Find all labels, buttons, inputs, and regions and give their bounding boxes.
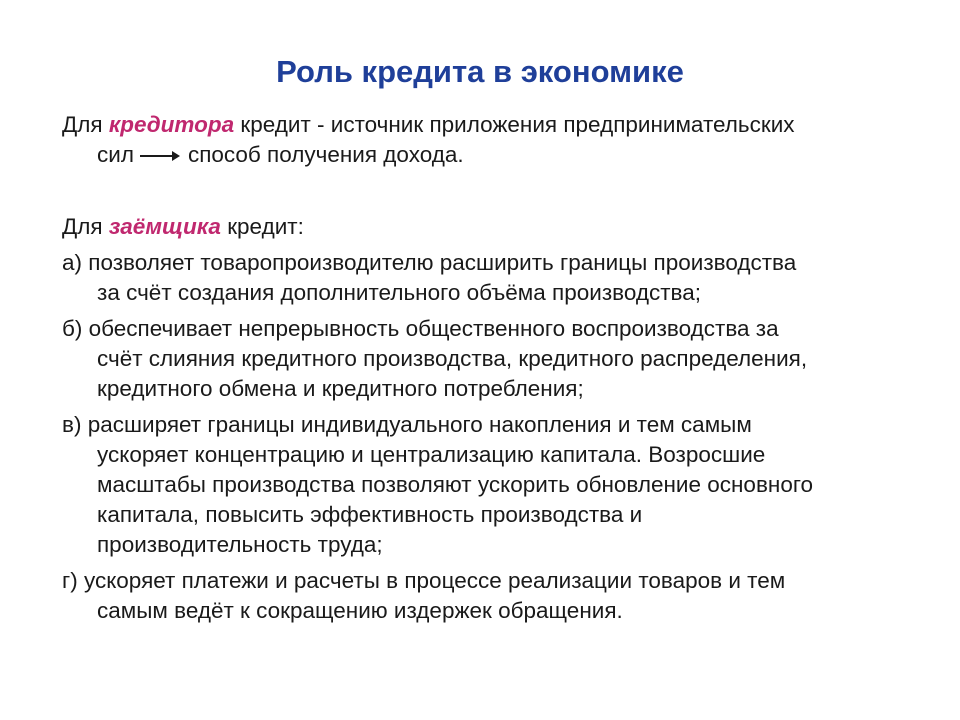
borrower-prefix: Для <box>62 214 109 239</box>
list-item-line: капитала, повысить эффективность производства и <box>97 502 643 527</box>
list-item-a <box>62 248 922 308</box>
list-item-line: за счёт создания дополнительного объёма производства; <box>97 280 702 305</box>
list-item-b <box>62 314 922 404</box>
list-item-line: производительность труда; <box>97 532 383 557</box>
creditor-line-2 <box>62 140 922 170</box>
borrower-highlight: заёмщика <box>108 214 221 239</box>
list-item-line: ускоряет концентрацию и централизацию капитала. Возросшие <box>97 442 766 467</box>
list-item-line: г) ускоряет платежи и расчеты в процессе реализации товаров и тем <box>62 568 786 593</box>
list-item-line: самым ведёт к сокращению издержек обращения. <box>97 598 623 623</box>
creditor-line2-end: способ получения дохода. <box>187 142 464 167</box>
creditor-rest: кредит - источник приложения предпринимательских <box>234 112 795 137</box>
list-item-line: б) обеспечивает непрерывность общественного воспроизводства за <box>62 316 779 341</box>
creditor-prefix: Для <box>62 112 109 137</box>
creditor-highlight: кредитора <box>108 112 235 137</box>
list-item-line: счёт слияния кредитного производства, кредитного распределения, <box>97 346 808 371</box>
borrower-rest: кредит: <box>220 214 304 239</box>
creditor-line2-start: сил <box>97 142 134 167</box>
list-item-line: в) расширяет границы индивидуального накопления и тем самым <box>62 412 752 437</box>
creditor-paragraph <box>62 110 922 170</box>
slide-title: Роль кредита в экономике <box>276 54 684 89</box>
list-item-d <box>62 566 922 626</box>
list-item-line: масштабы производства позволяют ускорить обновление основного <box>97 472 814 497</box>
right-arrow-icon <box>140 151 180 161</box>
borrower-line <box>62 212 922 242</box>
borrower-paragraph <box>62 212 922 242</box>
creditor-line-1 <box>62 110 922 140</box>
list-item-line: а) позволяет товаропроизводителю расширить границы производства <box>62 250 797 275</box>
list-item-c <box>62 410 922 560</box>
list-item-line: кредитного обмена и кредитного потребления; <box>97 376 584 401</box>
